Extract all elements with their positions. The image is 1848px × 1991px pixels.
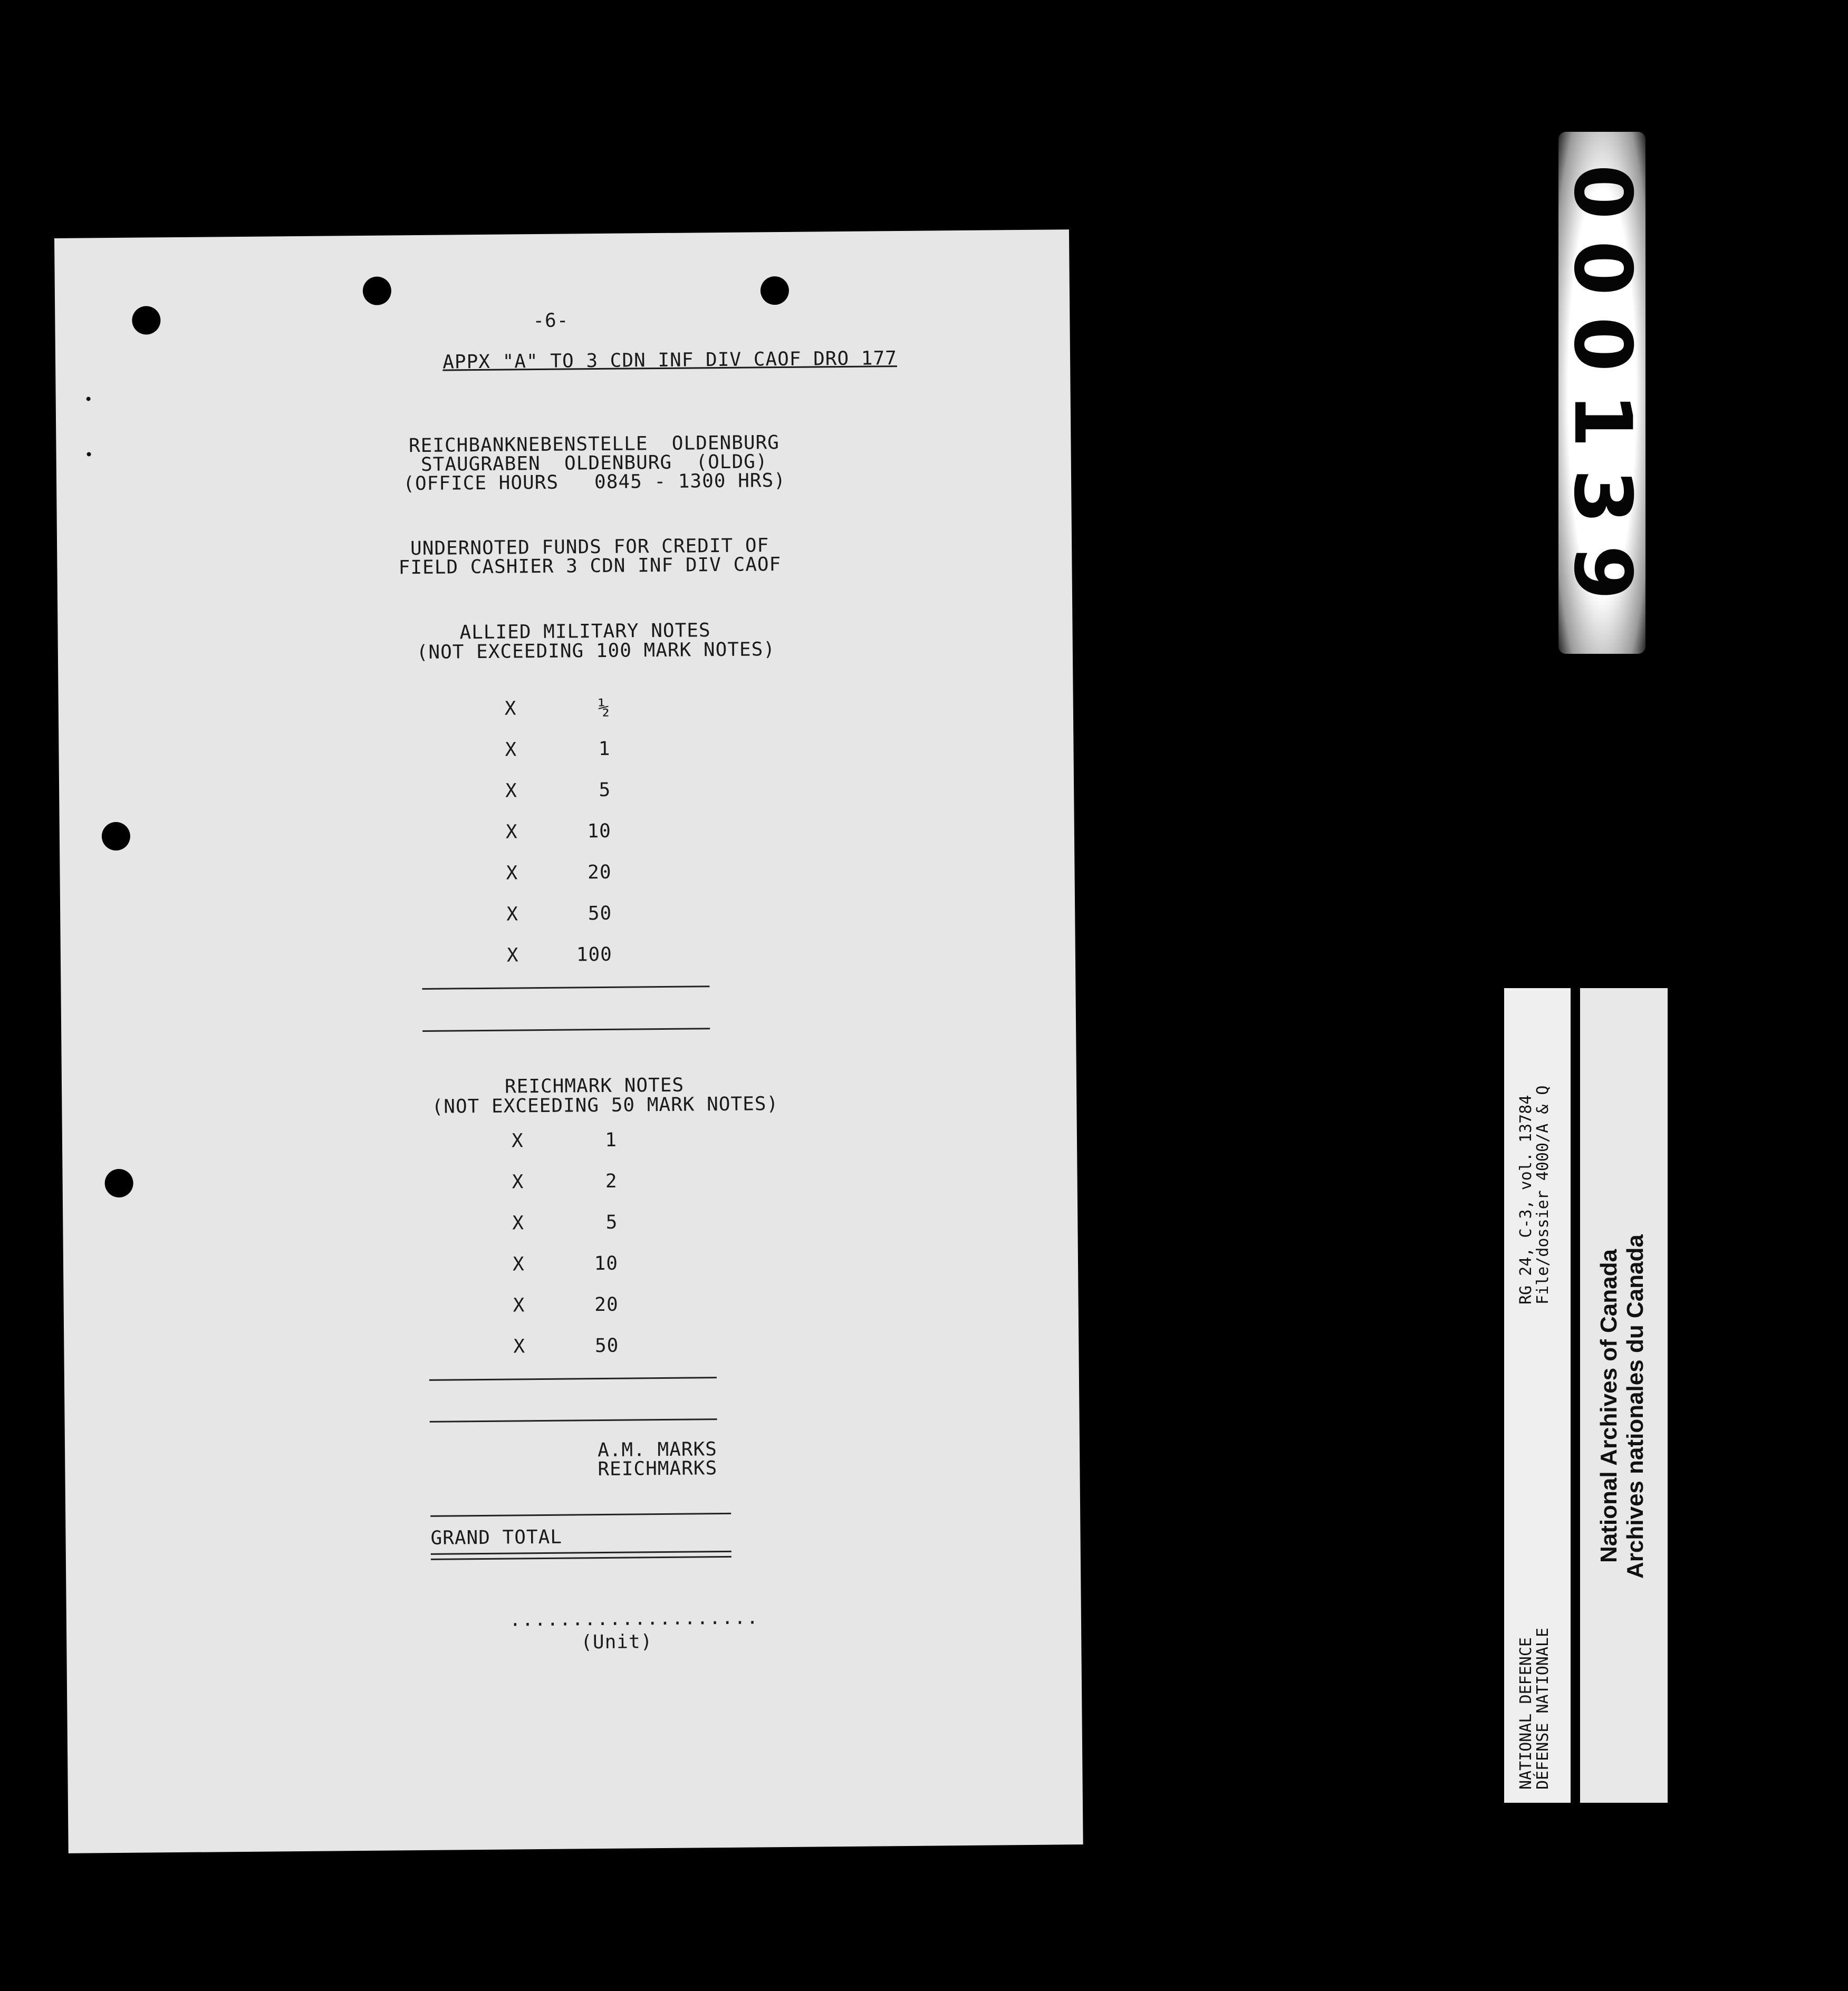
reichsmark-row <box>513 1253 618 1275</box>
document-heading: APPX "A" TO 3 CDN INF DIV CAOF DRO 177 <box>442 347 898 373</box>
row-denomination: 10 <box>587 820 612 843</box>
subtotal-rule <box>422 1028 710 1032</box>
row-denomination: 50 <box>588 902 612 925</box>
archive-reference-label <box>1504 988 1571 1803</box>
reference-line-2: File/dossier 4000/A & Q <box>1534 1085 1552 1304</box>
double-rule-bottom <box>431 1556 732 1560</box>
double-rule-top <box>431 1551 732 1555</box>
allied-row <box>506 821 611 843</box>
subtotal-rule <box>430 1418 717 1423</box>
row-denomination: 5 <box>599 779 611 801</box>
row-denomination: 10 <box>594 1252 619 1275</box>
row-denomination: 50 <box>594 1335 619 1357</box>
allied-row <box>506 862 611 884</box>
row-denomination: 20 <box>594 1293 619 1316</box>
row-denomination: 1 <box>605 1129 618 1151</box>
punch-hole <box>102 822 130 850</box>
allied-row <box>506 903 612 925</box>
row-denomination: 2 <box>605 1170 618 1192</box>
row-x: X <box>505 739 517 761</box>
row-x: X <box>506 862 518 884</box>
reichsmark-section-subtitle: (NOT EXCEEDING 50 MARK NOTES) <box>431 1093 779 1118</box>
national-defence-fr: DÉFENSE NATIONALE <box>1534 1627 1552 1790</box>
unit-label: (Unit) <box>581 1631 653 1654</box>
subtotal-rule <box>429 1377 717 1381</box>
address-line-3: (OFFICE HOURS 0845 - 1300 HRS) <box>403 469 786 495</box>
reichsmark-row <box>512 1171 617 1193</box>
row-x: X <box>505 821 518 843</box>
archives-name-en: National Archives of Canada <box>1596 1249 1622 1563</box>
document-page <box>54 229 1083 1853</box>
reichsmark-row <box>512 1130 617 1152</box>
row-x: X <box>513 1294 525 1317</box>
punch-hole <box>363 276 391 305</box>
row-x: X <box>512 1171 524 1193</box>
reichsmark-row <box>512 1212 618 1234</box>
row-denomination: ½ <box>598 697 610 719</box>
allied-row <box>505 780 611 802</box>
summary-reichmarks: REICHMARKS <box>598 1457 718 1481</box>
row-denomination: 1 <box>598 738 611 760</box>
address-line-1: REICHBANKNEBENSTELLE OLDENBURG <box>408 432 780 457</box>
allied-section-subtitle: (NOT EXCEEDING 100 MARK NOTES) <box>416 639 776 664</box>
address-line-2: STAUGRABEN OLDENBURG (OLDG) <box>420 451 768 476</box>
archives-name-label <box>1580 988 1668 1803</box>
row-x: X <box>513 1336 526 1358</box>
allied-row <box>505 698 610 720</box>
subtotal-rule <box>422 985 709 990</box>
punch-hole <box>104 1169 133 1197</box>
allied-row <box>507 944 612 966</box>
punch-hole <box>761 276 789 305</box>
allied-section-title: ALLIED MILITARY NOTES <box>459 620 711 644</box>
row-x: X <box>512 1212 525 1234</box>
row-x: X <box>512 1253 525 1275</box>
reichsmark-section-title: REICHMARK NOTES <box>504 1074 685 1098</box>
row-x: X <box>505 780 518 802</box>
allied-row <box>505 739 610 761</box>
page-number: -6- <box>533 310 569 332</box>
total-rule <box>430 1513 731 1517</box>
speck <box>86 397 91 401</box>
row-x: X <box>506 903 519 925</box>
archives-name-fr: Archives nationales du Canada <box>1622 1234 1648 1579</box>
frame-number-strip <box>1556 132 1648 654</box>
label-divider <box>1571 986 1580 1805</box>
purpose-line-1: UNDERNOTED FUNDS FOR CREDIT OF <box>410 535 769 560</box>
reichsmark-row <box>513 1294 619 1317</box>
row-denomination: 5 <box>605 1211 618 1233</box>
row-denomination: 20 <box>587 861 612 884</box>
signature-dots: .................... <box>509 1607 759 1631</box>
row-x: X <box>511 1130 524 1152</box>
speck <box>87 452 91 456</box>
frame-number: 000139 <box>1556 164 1648 622</box>
row-x: X <box>506 944 519 966</box>
national-defence-en: NATIONAL DEFENCE <box>1517 1637 1535 1790</box>
punch-hole <box>132 306 160 334</box>
reichsmark-row <box>513 1336 619 1358</box>
grand-total-label: GRAND TOTAL <box>430 1526 563 1549</box>
reference-line-1: RG 24, C-3, vol. 13784 <box>1517 1095 1535 1304</box>
purpose-line-2: FIELD CASHIER 3 CDN INF DIV CAOF <box>398 553 782 579</box>
row-denomination: 100 <box>576 943 613 966</box>
row-x: X <box>504 698 517 720</box>
summary-am-marks: A.M. MARKS <box>597 1438 718 1462</box>
